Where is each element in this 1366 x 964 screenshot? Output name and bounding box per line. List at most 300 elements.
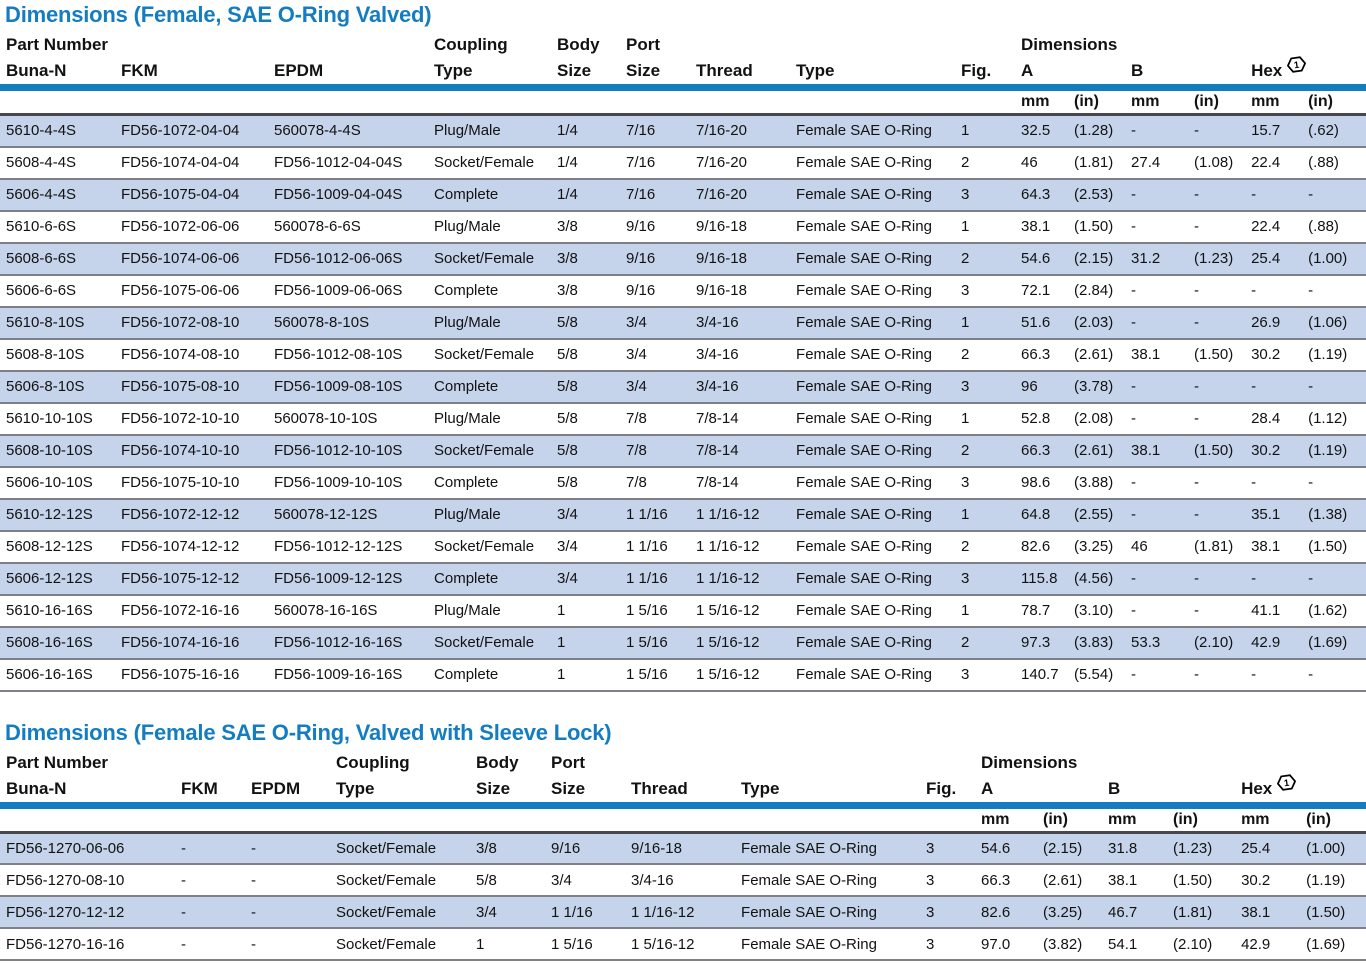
table-row (0, 339, 1366, 371)
table-cell: - (175, 832, 245, 864)
table-cell: Plug/Male (428, 595, 551, 627)
table-cell: 51.6 (1015, 307, 1068, 339)
table-cell: 64.8 (1015, 499, 1068, 531)
table-cell: - (245, 832, 330, 864)
table-cell: 3 (955, 179, 1015, 211)
table-cell: 5608-4-4S (0, 147, 115, 179)
table-cell: 78.7 (1015, 595, 1068, 627)
table-cell: 3 (920, 928, 975, 960)
table-cell: 7/16 (620, 147, 690, 179)
table-cell: (2.10) (1188, 627, 1245, 659)
table-cell: Female SAE O-Ring (790, 243, 955, 275)
table-cell: 3 (920, 832, 975, 864)
table-row (0, 275, 1366, 307)
table-cell: 1 5/16 (620, 659, 690, 691)
table-cell: (4.56) (1068, 563, 1125, 595)
table-cell: Female SAE O-Ring (790, 659, 955, 691)
table-cell: 9/16-18 (690, 275, 790, 307)
table-cell: (2.15) (1068, 243, 1125, 275)
table-cell: - (1125, 499, 1188, 531)
table-cell: 54.6 (1015, 243, 1068, 275)
column-header-label: FKM (181, 778, 218, 798)
table-cell: FD56-1012-10-10S (268, 435, 428, 467)
unit-header-empty (428, 88, 551, 115)
table-cell: 1 (955, 499, 1015, 531)
table-cell: 5/8 (551, 339, 620, 371)
column-header-label: A (981, 778, 994, 798)
table-cell: 30.2 (1235, 864, 1300, 896)
column-header-label: B (1131, 61, 1144, 80)
table-cell: 38.1 (1102, 864, 1167, 896)
column-header (551, 56, 620, 88)
table-cell: 31.8 (1102, 832, 1167, 864)
table-cell: 22.4 (1245, 147, 1302, 179)
table-cell: - (1125, 403, 1188, 435)
units-row (0, 88, 1366, 115)
column-header (790, 56, 955, 88)
column-header (470, 774, 545, 806)
table-cell: 5/8 (551, 371, 620, 403)
table-cell: FD56-1009-16-16S (268, 659, 428, 691)
table-cell: 5608-12-12S (0, 531, 115, 563)
table-cell: (1.50) (1188, 339, 1245, 371)
table-cell: - (1245, 275, 1302, 307)
table-cell: 15.7 (1245, 115, 1302, 147)
table-cell: (3.83) (1068, 627, 1125, 659)
table-cell: 5606-16-16S (0, 659, 115, 691)
table-cell: 46 (1015, 147, 1068, 179)
table-cell: 1 5/16 (620, 627, 690, 659)
column-group-header: Port (626, 35, 661, 54)
table-cell: (2.10) (1167, 928, 1235, 960)
table-cell: 1 (551, 659, 620, 691)
table-cell: 1 1/16 (620, 563, 690, 595)
table-cell: Female SAE O-Ring (790, 307, 955, 339)
table-cell: FD56-1074-12-12 (115, 531, 268, 563)
table-cell: (3.25) (1037, 896, 1102, 928)
table-cell: Female SAE O-Ring (790, 371, 955, 403)
table-cell: Complete (428, 371, 551, 403)
column-group-header: Part Number (6, 752, 109, 772)
unit-header: mm (975, 805, 1037, 832)
table-cell: Female SAE O-Ring (790, 531, 955, 563)
table-cell: 2 (955, 243, 1015, 275)
unit-header-empty (625, 805, 735, 832)
table-cell: Plug/Male (428, 115, 551, 147)
table-row (0, 371, 1366, 403)
table-cell: (.88) (1302, 147, 1366, 179)
table-cell: - (1302, 563, 1366, 595)
table-cell: 1 1/16-12 (690, 499, 790, 531)
table-cell: 3/4 (551, 499, 620, 531)
table-cell: 98.6 (1015, 467, 1068, 499)
table-cell: Female SAE O-Ring (790, 563, 955, 595)
table-cell: 30.2 (1245, 435, 1302, 467)
table-cell: 25.4 (1245, 243, 1302, 275)
table-cell: (5.54) (1068, 659, 1125, 691)
column-header-label: Size (551, 778, 586, 798)
table-row (0, 147, 1366, 179)
table-cell: Plug/Male (428, 499, 551, 531)
header-row (0, 774, 1366, 806)
table-cell: 1 5/16 (545, 928, 625, 960)
column-group-header: Port (551, 752, 586, 772)
table-row (0, 179, 1366, 211)
table-cell: Female SAE O-Ring (790, 467, 955, 499)
column-header-label: Fig. (926, 778, 957, 798)
table-cell: (1.81) (1068, 147, 1125, 179)
column-header-label: Size (626, 61, 661, 80)
table-cell: (1.28) (1068, 115, 1125, 147)
table-cell: FD56-1012-04-04S (268, 147, 428, 179)
table-cell: Socket/Female (330, 832, 470, 864)
table-cell: 35.1 (1245, 499, 1302, 531)
table-cell: 1/4 (551, 147, 620, 179)
table-cell: Female SAE O-Ring (790, 595, 955, 627)
column-header-label: Fig. (961, 61, 992, 80)
table-cell: (2.61) (1068, 339, 1125, 371)
table-cell: FD56-1072-10-10 (115, 403, 268, 435)
table-cell: (1.19) (1300, 864, 1366, 896)
table-cell: 3/8 (470, 832, 545, 864)
table-cell: FD56-1012-06-06S (268, 243, 428, 275)
table-cell: 5/8 (551, 307, 620, 339)
table-cell: 82.6 (1015, 531, 1068, 563)
unit-header-empty (268, 88, 428, 115)
table-cell: 7/16-20 (690, 179, 790, 211)
table-cell: (1.19) (1302, 339, 1366, 371)
column-group-header: Body (476, 752, 519, 772)
table-cell: Female SAE O-Ring (790, 115, 955, 147)
table-cell: - (1302, 275, 1366, 307)
column-header (1245, 56, 1366, 88)
column-header-label: Size (557, 61, 592, 80)
table-cell: - (175, 928, 245, 960)
unit-header: (in) (1302, 88, 1366, 115)
column-header-label: Type (741, 778, 780, 798)
table-cell: 42.9 (1235, 928, 1300, 960)
table-cell: - (1188, 179, 1245, 211)
table-cell: 38.1 (1235, 896, 1300, 928)
table-row (0, 499, 1366, 531)
table-cell: Complete (428, 179, 551, 211)
table-cell: 3/8 (551, 275, 620, 307)
column-header (545, 774, 625, 806)
section-sae-oring-valved (0, 2, 1366, 692)
table-cell: FD56-1012-16-16S (268, 627, 428, 659)
table-cell: (2.55) (1068, 499, 1125, 531)
column-header-label: Buna-N (6, 778, 67, 798)
column-header-label: Hex (1251, 61, 1283, 80)
table-cell: 28.4 (1245, 403, 1302, 435)
table-cell: - (1245, 179, 1302, 211)
table-cell: Female SAE O-Ring (790, 339, 955, 371)
table-cell: 560078-4-4S (268, 115, 428, 147)
table-cell: 5606-8-10S (0, 371, 115, 403)
table-cell: (1.81) (1188, 531, 1245, 563)
table-cell: 5606-6-6S (0, 275, 115, 307)
table-cell: - (1188, 563, 1245, 595)
table-row (0, 243, 1366, 275)
table-cell: - (1188, 211, 1245, 243)
table-cell: (1.06) (1302, 307, 1366, 339)
table-cell: 66.3 (1015, 339, 1068, 371)
table-cell: FD56-1074-16-16 (115, 627, 268, 659)
table-cell: 97.3 (1015, 627, 1068, 659)
table-cell: 46 (1125, 531, 1188, 563)
table-cell: 42.9 (1245, 627, 1302, 659)
table-cell: (1.23) (1188, 243, 1245, 275)
table-row (0, 864, 1366, 896)
table-cell: 5606-10-10S (0, 467, 115, 499)
table-cell: Plug/Male (428, 307, 551, 339)
table-cell: 1 1/16-12 (625, 896, 735, 928)
table-cell: 9/16 (620, 275, 690, 307)
column-header (0, 774, 175, 806)
table-cell: FD56-1075-06-06 (115, 275, 268, 307)
column-header (115, 56, 268, 88)
table-cell: - (1302, 371, 1366, 403)
unit-header: (in) (1037, 805, 1102, 832)
table-cell: (1.00) (1302, 243, 1366, 275)
column-header (0, 56, 115, 88)
column-header (735, 774, 920, 806)
table-cell: FD56-1270-12-12 (0, 896, 175, 928)
table-cell: 7/8 (620, 435, 690, 467)
table-cell: FD56-1072-12-12 (115, 499, 268, 531)
column-group-header: Dimensions (981, 752, 1078, 772)
table-row (0, 563, 1366, 595)
table-cell: - (245, 928, 330, 960)
header-group-row (0, 30, 1366, 56)
column-group-header (625, 748, 975, 774)
column-group-header: Body (557, 35, 600, 54)
table-cell: 66.3 (975, 864, 1037, 896)
table-cell: (1.50) (1068, 211, 1125, 243)
table-cell: FD56-1075-04-04 (115, 179, 268, 211)
svg-text:1: 1 (1283, 777, 1291, 789)
column-header-label: FKM (121, 61, 158, 80)
table-cell: 3 (955, 275, 1015, 307)
unit-header: mm (1125, 88, 1188, 115)
table-cell: - (1125, 275, 1188, 307)
table-cell: 3/4 (551, 563, 620, 595)
column-group-header: Coupling (434, 35, 508, 54)
column-header-label: Type (796, 61, 835, 80)
table-cell: 3/4 (620, 307, 690, 339)
table-cell: - (1125, 595, 1188, 627)
table-cell: 97.0 (975, 928, 1037, 960)
column-header-label: Size (476, 778, 511, 798)
column-header-label: EPDM (251, 778, 301, 798)
column-header (330, 774, 470, 806)
table-cell: - (175, 864, 245, 896)
unit-header-empty (470, 805, 545, 832)
table-cell: FD56-1009-08-10S (268, 371, 428, 403)
table-cell: Socket/Female (428, 339, 551, 371)
table-cell: (1.50) (1167, 864, 1235, 896)
table-cell: FD56-1009-10-10S (268, 467, 428, 499)
table-cell: 5610-6-6S (0, 211, 115, 243)
unit-header-empty (115, 88, 268, 115)
table-cell: 3/4-16 (690, 371, 790, 403)
table-cell: FD56-1072-04-04 (115, 115, 268, 147)
table-cell: 72.1 (1015, 275, 1068, 307)
column-header (975, 774, 1102, 806)
table-row (0, 928, 1366, 960)
table-cell: (1.81) (1167, 896, 1235, 928)
table-cell: (1.50) (1188, 435, 1245, 467)
unit-header-empty (620, 88, 690, 115)
table-cell: 3 (920, 896, 975, 928)
column-group-header: Dimensions (1021, 35, 1118, 54)
table-cell: 1 5/16-12 (625, 928, 735, 960)
table-cell: 3/4-16 (625, 864, 735, 896)
table-cell: (2.03) (1068, 307, 1125, 339)
table-cell: 22.4 (1245, 211, 1302, 243)
column-group-header: Coupling (336, 752, 410, 772)
table-cell: 9/16 (620, 211, 690, 243)
table-cell: (3.25) (1068, 531, 1125, 563)
column-header-label: Type (434, 61, 473, 80)
table-cell: (3.88) (1068, 467, 1125, 499)
table-cell: 1 (955, 595, 1015, 627)
table-cell: FD56-1074-06-06 (115, 243, 268, 275)
table-cell: 3/4-16 (690, 339, 790, 371)
table-cell: 30.2 (1245, 339, 1302, 371)
table-cell: - (1125, 563, 1188, 595)
table-cell: - (1188, 499, 1245, 531)
table-cell: 3 (955, 467, 1015, 499)
table-cell: FD56-1074-04-04 (115, 147, 268, 179)
table-row (0, 531, 1366, 563)
unit-header-empty (551, 88, 620, 115)
table-cell: 1 (551, 595, 620, 627)
table-cell: 1 1/16 (545, 896, 625, 928)
table-cell: 46.7 (1102, 896, 1167, 928)
column-group-header: Part Number (6, 35, 109, 54)
table-cell: 3 (920, 864, 975, 896)
unit-header-empty (790, 88, 955, 115)
table-cell: FD56-1270-16-16 (0, 928, 175, 960)
table-cell: 5610-10-10S (0, 403, 115, 435)
table-cell: - (1188, 403, 1245, 435)
table-cell: - (1125, 371, 1188, 403)
table-cell: 115.8 (1015, 563, 1068, 595)
table-cell: - (1188, 275, 1245, 307)
column-header-label: Hex (1241, 778, 1273, 798)
table-cell: 1 5/16-12 (690, 659, 790, 691)
table-cell: - (175, 896, 245, 928)
table-cell: FD56-1072-16-16 (115, 595, 268, 627)
table-cell: 1 (551, 627, 620, 659)
table-cell: 3/4 (620, 371, 690, 403)
table-cell: Complete (428, 563, 551, 595)
table-cell: Complete (428, 659, 551, 691)
section-title-sleeve-lock: Dimensions (Female SAE O-Ring, Valved with Sleeve Lock) (5, 719, 612, 745)
table-cell: - (1125, 659, 1188, 691)
table-cell: 5606-4-4S (0, 179, 115, 211)
unit-header-empty (545, 805, 625, 832)
table-cell: FD56-1075-10-10 (115, 467, 268, 499)
table-cell: - (1188, 371, 1245, 403)
table-cell: Female SAE O-Ring (790, 499, 955, 531)
table-cell: 5610-12-12S (0, 499, 115, 531)
table-cell: - (1125, 211, 1188, 243)
table-cell: Socket/Female (428, 435, 551, 467)
table-cell: FD56-1074-08-10 (115, 339, 268, 371)
table-cell: 7/8-14 (690, 403, 790, 435)
table-cell: - (1302, 179, 1366, 211)
table-cell: 64.3 (1015, 179, 1068, 211)
table-cell: 2 (955, 435, 1015, 467)
table-cell: Plug/Male (428, 403, 551, 435)
column-header (428, 56, 551, 88)
table-cell: 7/16-20 (690, 115, 790, 147)
table-cell: 25.4 (1235, 832, 1300, 864)
table-cell: - (1188, 595, 1245, 627)
table-cell: 5608-10-10S (0, 435, 115, 467)
table-cell: 3/4 (470, 896, 545, 928)
table-cell: (1.69) (1300, 928, 1366, 960)
table-cell: (2.08) (1068, 403, 1125, 435)
table-cell: 560078-10-10S (268, 403, 428, 435)
table-cell: Female SAE O-Ring (735, 896, 920, 928)
table-cell: (2.84) (1068, 275, 1125, 307)
unit-header-empty (0, 88, 115, 115)
table-row (0, 896, 1366, 928)
table-cell: 38.1 (1245, 531, 1302, 563)
unit-header-empty (920, 805, 975, 832)
table-row (0, 211, 1366, 243)
table-cell: 9/16 (545, 832, 625, 864)
section-title-valved: Dimensions (Female, SAE O-Ring Valved) (5, 2, 432, 27)
column-group-header (1245, 30, 1366, 56)
table-cell: - (1245, 371, 1302, 403)
table-cell: 7/8-14 (690, 435, 790, 467)
table-cell: 7/8-14 (690, 467, 790, 499)
table-cell: (2.53) (1068, 179, 1125, 211)
table-cell: 1 5/16-12 (690, 627, 790, 659)
column-group-header (1235, 748, 1366, 774)
unit-header-empty (0, 805, 175, 832)
column-header (1235, 774, 1366, 806)
table-cell: 27.4 (1125, 147, 1188, 179)
table-cell: 41.1 (1245, 595, 1302, 627)
table-cell: 54.1 (1102, 928, 1167, 960)
table-cell: 560078-16-16S (268, 595, 428, 627)
column-header (175, 774, 245, 806)
table-cell: Female SAE O-Ring (790, 147, 955, 179)
header-group-row (0, 748, 1366, 774)
table-cell: 3 (955, 371, 1015, 403)
table-cell: 140.7 (1015, 659, 1068, 691)
table-cell: FD56-1009-12-12S (268, 563, 428, 595)
table-cell: 7/16-20 (690, 147, 790, 179)
table-cell: (1.50) (1300, 896, 1366, 928)
unit-header-empty (735, 805, 920, 832)
table-cell: (1.50) (1302, 531, 1366, 563)
svg-text:1: 1 (1293, 59, 1301, 72)
table-cell: 5608-16-16S (0, 627, 115, 659)
table-cell: (3.10) (1068, 595, 1125, 627)
table-cell: 3/8 (551, 211, 620, 243)
table-cell: FD56-1009-04-04S (268, 179, 428, 211)
table-cell: FD56-1270-08-10 (0, 864, 175, 896)
table-cell: (1.23) (1167, 832, 1235, 864)
table-cell: Socket/Female (428, 147, 551, 179)
table-cell: Complete (428, 275, 551, 307)
